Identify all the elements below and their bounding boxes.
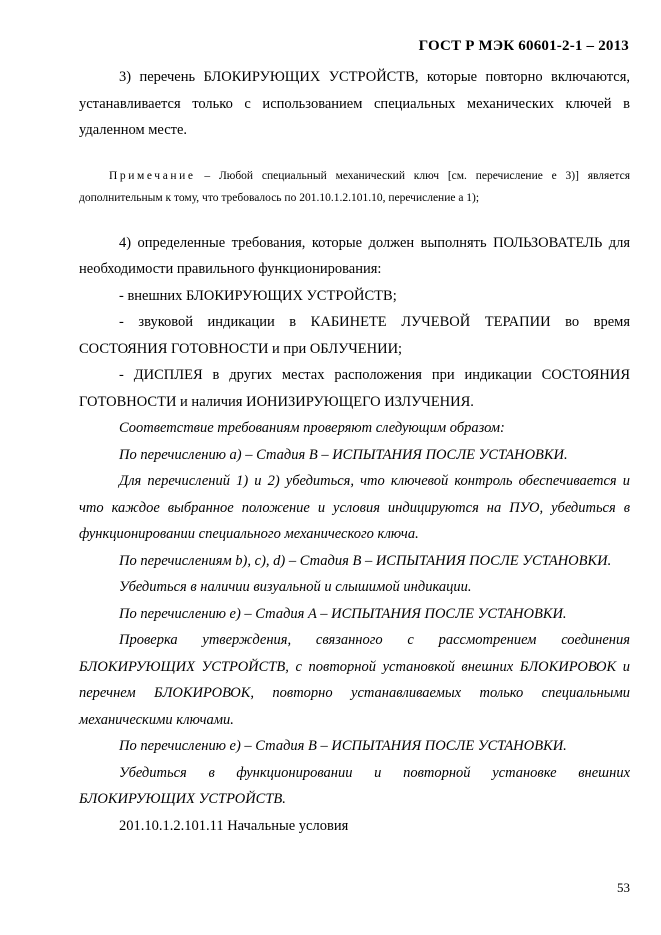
- note-label: Примечание: [109, 169, 196, 182]
- note-text: – Любой специальный механический ключ [см. перечисление e 3)] является дополнительным к тому, что требовалось по 201.10.1.2.101.10, перечисление a 1);: [79, 169, 630, 204]
- bullet-external-interlocks: - внешних БЛОКИРУЮЩИХ УСТРОЙСТВ;: [119, 287, 397, 304]
- compliance-a-detail: Для перечислений 1) и 2) убедиться, что ключевой контроль обеспечивается и что каждое выбранное положение и условия индицируются на ПУО, убедиться в функционировании специального механического ключа.: [79, 473, 630, 542]
- compliance-e-stage-b: По перечислению e) – Стадия B – ИСПЫТАНИЯ ПОСЛЕ УСТАНОВКИ.: [119, 738, 567, 754]
- section-heading-initial-conditions: 201.10.1.2.101.11 Начальные условия: [119, 817, 349, 834]
- compliance-bcd: По перечислениям b), c), d) – Стадия B – ИСПЫТАНИЯ ПОСЛЕ УСТАНОВКИ.: [119, 552, 612, 569]
- compliance-e-stage-a: По перечислению e) – Стадия A – ИСПЫТАНИЯ ПОСЛЕ УСТАНОВКИ.: [119, 605, 567, 622]
- compliance-a: По перечислению a) – Стадия B – ИСПЫТАНИЯ ПОСЛЕ УСТАНОВКИ.: [119, 446, 568, 463]
- page-number: 53: [617, 880, 630, 895]
- paragraph-item-3: 3) перечень БЛОКИРУЮЩИХ УСТРОЙСТВ, которые повторно включаются, устанавливается только с использованием специальных механических ключей в удаленном месте.: [79, 69, 630, 138]
- compliance-e-stage-b-detail: Убедиться в функционировании и повторной установке внешних БЛОКИРУЮЩИХ УСТРОЙСТВ.: [79, 764, 630, 807]
- bullet-audio-indication: - звуковой индикации в КАБИНЕТЕ ЛУЧЕВОЙ ТЕРАПИИ во время СОСТОЯНИЯ ГОТОВНОСТИ и при ОБЛУЧЕНИИ;: [79, 314, 630, 357]
- note-paragraph: [79, 165, 630, 209]
- page-header-standard: ГОСТ Р МЭК 60601-2-1 – 2013: [418, 38, 629, 54]
- document-body: [79, 64, 630, 839]
- paragraph-item-4: 4) определенные требования, которые должен выполнять ПОЛЬЗОВАТЕЛЬ для необходимости правильного функционирования:: [79, 234, 630, 277]
- bullet-display: - ДИСПЛЕЯ в других местах расположения при индикации СОСТОЯНИЯ ГОТОВНОСТИ и наличия ИОНИЗИРУЮЩЕГО ИЗЛУЧЕНИЯ.: [79, 367, 630, 410]
- compliance-intro: Соответствие требованиям проверяют следующим образом:: [119, 420, 505, 436]
- compliance-bcd-detail: Убедиться в наличии визуальной и слышимой индикации.: [119, 579, 472, 595]
- compliance-e-stage-a-detail: Проверка утверждения, связанного с рассмотрением соединения БЛОКИРУЮЩИХ УСТРОЙСТВ, с повторной установкой внешних БЛОКИРОВОК и перечнем БЛОКИРОВОК, повторно устанавливаемых только специальными механическими ключами.: [79, 632, 630, 728]
